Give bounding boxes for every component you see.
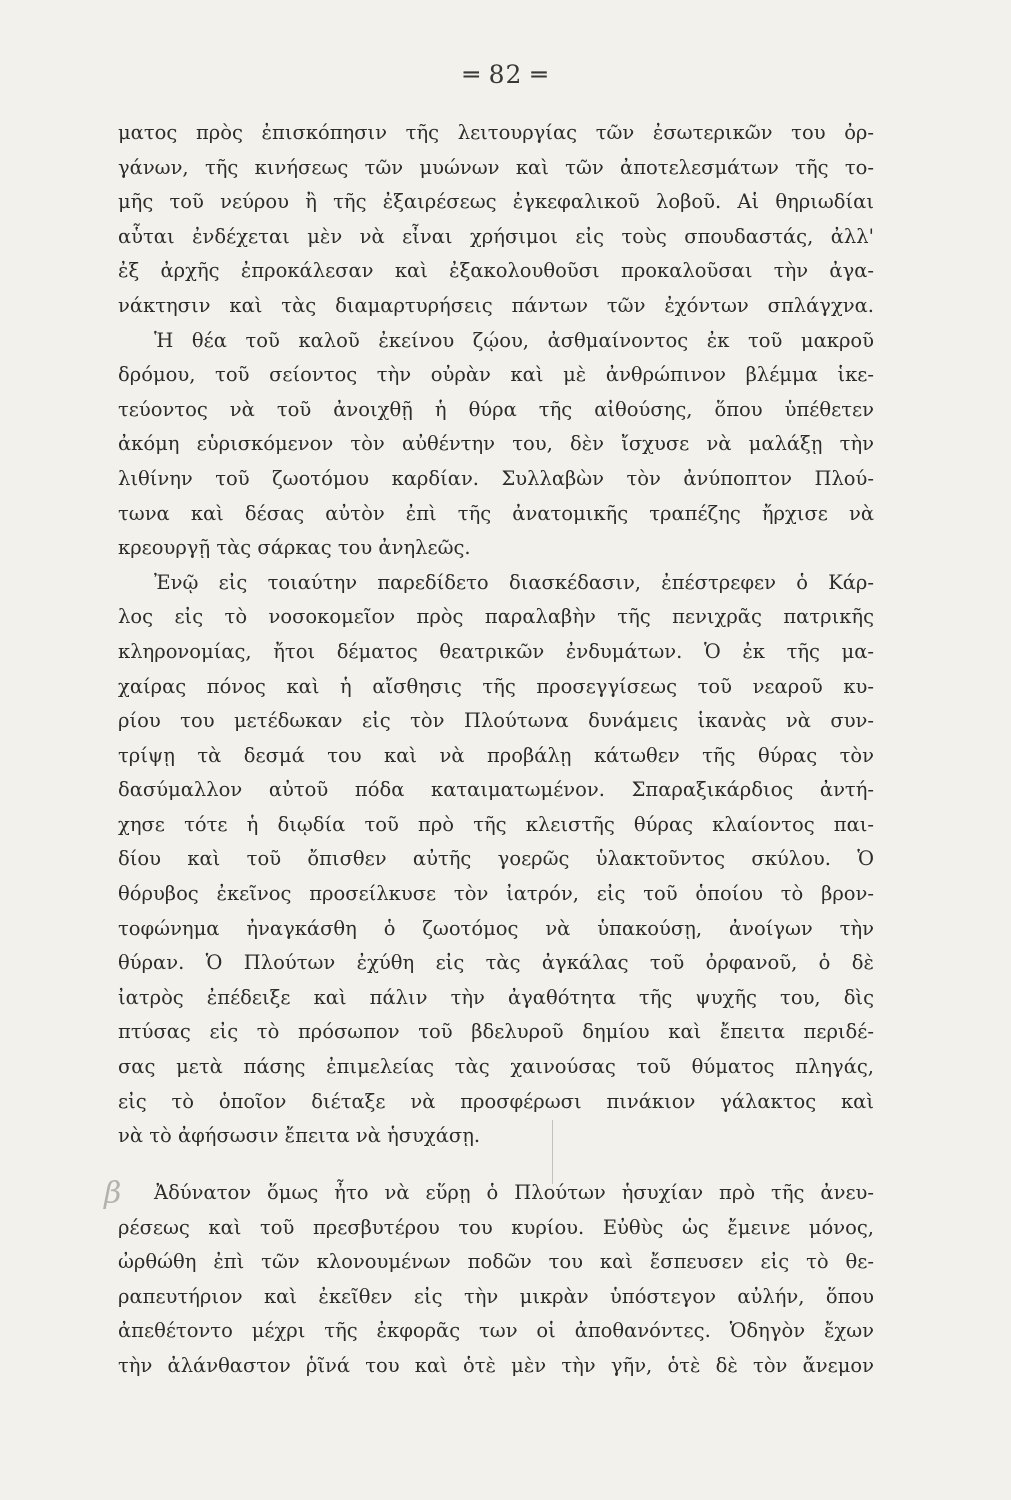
text-line: ἰατρὸς ἐπέδειξε καὶ πάλιν τὴν ἀγαθότητα τῆς ψυχῆς του, δὶς bbox=[118, 985, 874, 1009]
text-line: κρεουργῇ τὰς σάρκας του ἀνηλεῶς. bbox=[118, 536, 471, 560]
text-line: κληρονομίας, ἤτοι δέματος θεατρικῶν ἐνδυμάτων. Ὁ ἐκ τῆς μα- bbox=[118, 639, 874, 663]
text-line: δασύμαλλον αὐτοῦ πόδα καταιματωμένον. Σπαραξικάρδιος ἀντή- bbox=[118, 778, 874, 802]
text-block-lower bbox=[118, 1176, 874, 1384]
text-line: τὴν ἀλάνθαστον ῥῖνά του καὶ ὁτὲ μὲν τὴν γῆν, ὁτὲ δὲ τὸν ἄνεμον bbox=[118, 1353, 874, 1377]
text-line: σας μετὰ πάσης ἐπιμελείας τὰς χαινούσας τοῦ θύματος πληγάς, bbox=[118, 1055, 874, 1079]
text-line: δρόμου, τοῦ σείοντος τὴν οὐρὰν καὶ μὲ ἀνθρώπινον βλέμμα ἱκε- bbox=[118, 363, 874, 387]
paragraph-4 bbox=[118, 1176, 874, 1384]
text-line: ρέσεως καὶ τοῦ πρεσβυτέρου του κυρίου. Εὐθὺς ὡς ἔμεινε μόνος, bbox=[118, 1215, 874, 1239]
paragraph-1 bbox=[118, 116, 874, 324]
text-line: πτύσας εἰς τὸ πρόσωπον τοῦ βδελυροῦ δημίου καὶ ἔπειτα περιδέ- bbox=[118, 1020, 874, 1044]
text-line: τοφώνημα ἠναγκάσθη ὁ ζωοτόμος νὰ ὑπακούσῃ, ἀνοίγων τὴν bbox=[118, 916, 874, 940]
page-number-header: ═ 82 ═ bbox=[463, 60, 548, 89]
text-line: θύραν. Ὁ Πλούτων ἐχύθη εἰς τὰς ἀγκάλας τοῦ ὀρφανοῦ, ὁ δὲ bbox=[118, 951, 874, 975]
text-line: λος εἰς τὸ νοσοκομεῖον πρὸς παραλαβὴν τῆς πενιχρᾶς πατρικῆς bbox=[118, 605, 874, 629]
text-line: ματος πρὸς ἐπισκόπησιν τῆς λειτουργίας τῶν ἐσωτερικῶν του ὀρ- bbox=[118, 121, 874, 144]
text-line: θόρυβος ἐκεῖνος προσείλκυσε τὸν ἰατρόν, εἰς τοῦ ὁποίου τὸ βρον- bbox=[118, 882, 874, 906]
paragraph-2 bbox=[118, 324, 874, 566]
text-line: ραπευτήριον καὶ ἐκεῖθεν εἰς τὴν μικρὰν ὑπόστεγον αὐλήν, ὅπου bbox=[118, 1284, 874, 1308]
text-line: ἀκόμη εὑρισκόμενον τὸν αὐθέντην του, δὲν ἴσχυσε νὰ μαλάξῃ τὴν bbox=[118, 432, 874, 456]
text-line: Ἡ θέα τοῦ καλοῦ ἐκείνου ζῴου, ἀσθμαίνοντος ἐκ τοῦ μακροῦ bbox=[154, 328, 874, 352]
text-line: τρίψῃ τὰ δεσμά του καὶ νὰ προβάλῃ κάτωθεν τῆς θύρας τὸν bbox=[118, 743, 874, 767]
text-line: ἀπεθέτοντο μέχρι τῆς ἐκφορᾶς των οἱ ἀποθανόντες. Ὁδηγὸν ἔχων bbox=[118, 1319, 874, 1343]
text-block-upper bbox=[118, 116, 874, 1154]
text-line: ρίου του μετέδωκαν εἰς τὸν Πλούτωνα δυνάμεις ἱκανὰς νὰ συν- bbox=[118, 709, 874, 733]
text-line: μῆς τοῦ νεύρου ἢ τῆς ἐξαιρέσεως ἐγκεφαλικοῦ λοβοῦ. Αἱ θηριωδίαι bbox=[118, 190, 874, 214]
text-line: χησε τότε ἡ διῳδία τοῦ πρὸ τῆς κλειστῆς θύρας κλαίοντος παι- bbox=[118, 812, 874, 836]
text-line: αὗται ἐνδέχεται μὲν νὰ εἶναι χρήσιμοι εἰς τοὺς σπουδαστάς, ἀλλ' bbox=[118, 224, 874, 248]
text-line: λιθίνην τοῦ ζωοτόμου καρδίαν. Συλλαβὼν τὸν ἀνύποπτον Πλού- bbox=[118, 466, 874, 490]
text-line: τεύοντος νὰ τοῦ ἀνοιχθῇ ἡ θύρα τῆς αἰθούσης, ὅπου ὑπέθετεν bbox=[118, 397, 874, 421]
paragraph-3 bbox=[118, 566, 874, 1154]
margin-handwritten-mark: β bbox=[104, 1176, 122, 1211]
text-line: τωνα καὶ δέσας αὐτὸν ἐπὶ τῆς ἀνατομικῆς τραπέζης ἤρχισε νὰ bbox=[118, 501, 874, 525]
text-line: ὠρθώθη ἐπὶ τῶν κλονουμένων ποδῶν του καὶ ἔσπευσεν εἰς τὸ θε- bbox=[118, 1250, 874, 1274]
text-line: εἰς τὸ ὁποῖον διέταξε νὰ προσφέρωσι πινάκιον γάλακτος καὶ bbox=[118, 1089, 874, 1113]
text-line: ἐξ ἀρχῆς ἐπροκάλεσαν καὶ ἐξακολουθοῦσι προκαλοῦσαι τὴν ἀγα- bbox=[118, 259, 874, 283]
text-line: γάνων, τῆς κινήσεως τῶν μυώνων καὶ τῶν ἀποτελεσμάτων τῆς το- bbox=[118, 155, 874, 179]
text-line: νὰ τὸ ἀφήσωσιν ἔπειτα νὰ ἡσυχάσῃ. bbox=[118, 1124, 481, 1148]
text-line: Ἀδύνατον ὅμως ἦτο νὰ εὕρῃ ὁ Πλούτων ἡσυχίαν πρὸ τῆς ἀνευ- bbox=[154, 1181, 874, 1204]
text-line: νάκτησιν καὶ τὰς διαμαρτυρήσεις πάντων τῶν ἐχόντων σπλάγχνα. bbox=[118, 293, 874, 317]
text-line: Ἐνῷ εἰς τοιαύτην παρεδίδετο διασκέδασιν, ἐπέστρεφεν ὁ Κάρ- bbox=[154, 570, 874, 594]
text-line: χαίρας πόνος καὶ ἡ αἴσθησις τῆς προσεγγίσεως τοῦ νεαροῦ κυ- bbox=[118, 674, 874, 698]
text-line: δίου καὶ τοῦ ὄπισθεν αὐτῆς γοερῶς ὑλακτοῦντος σκύλου. Ὁ bbox=[118, 847, 874, 871]
